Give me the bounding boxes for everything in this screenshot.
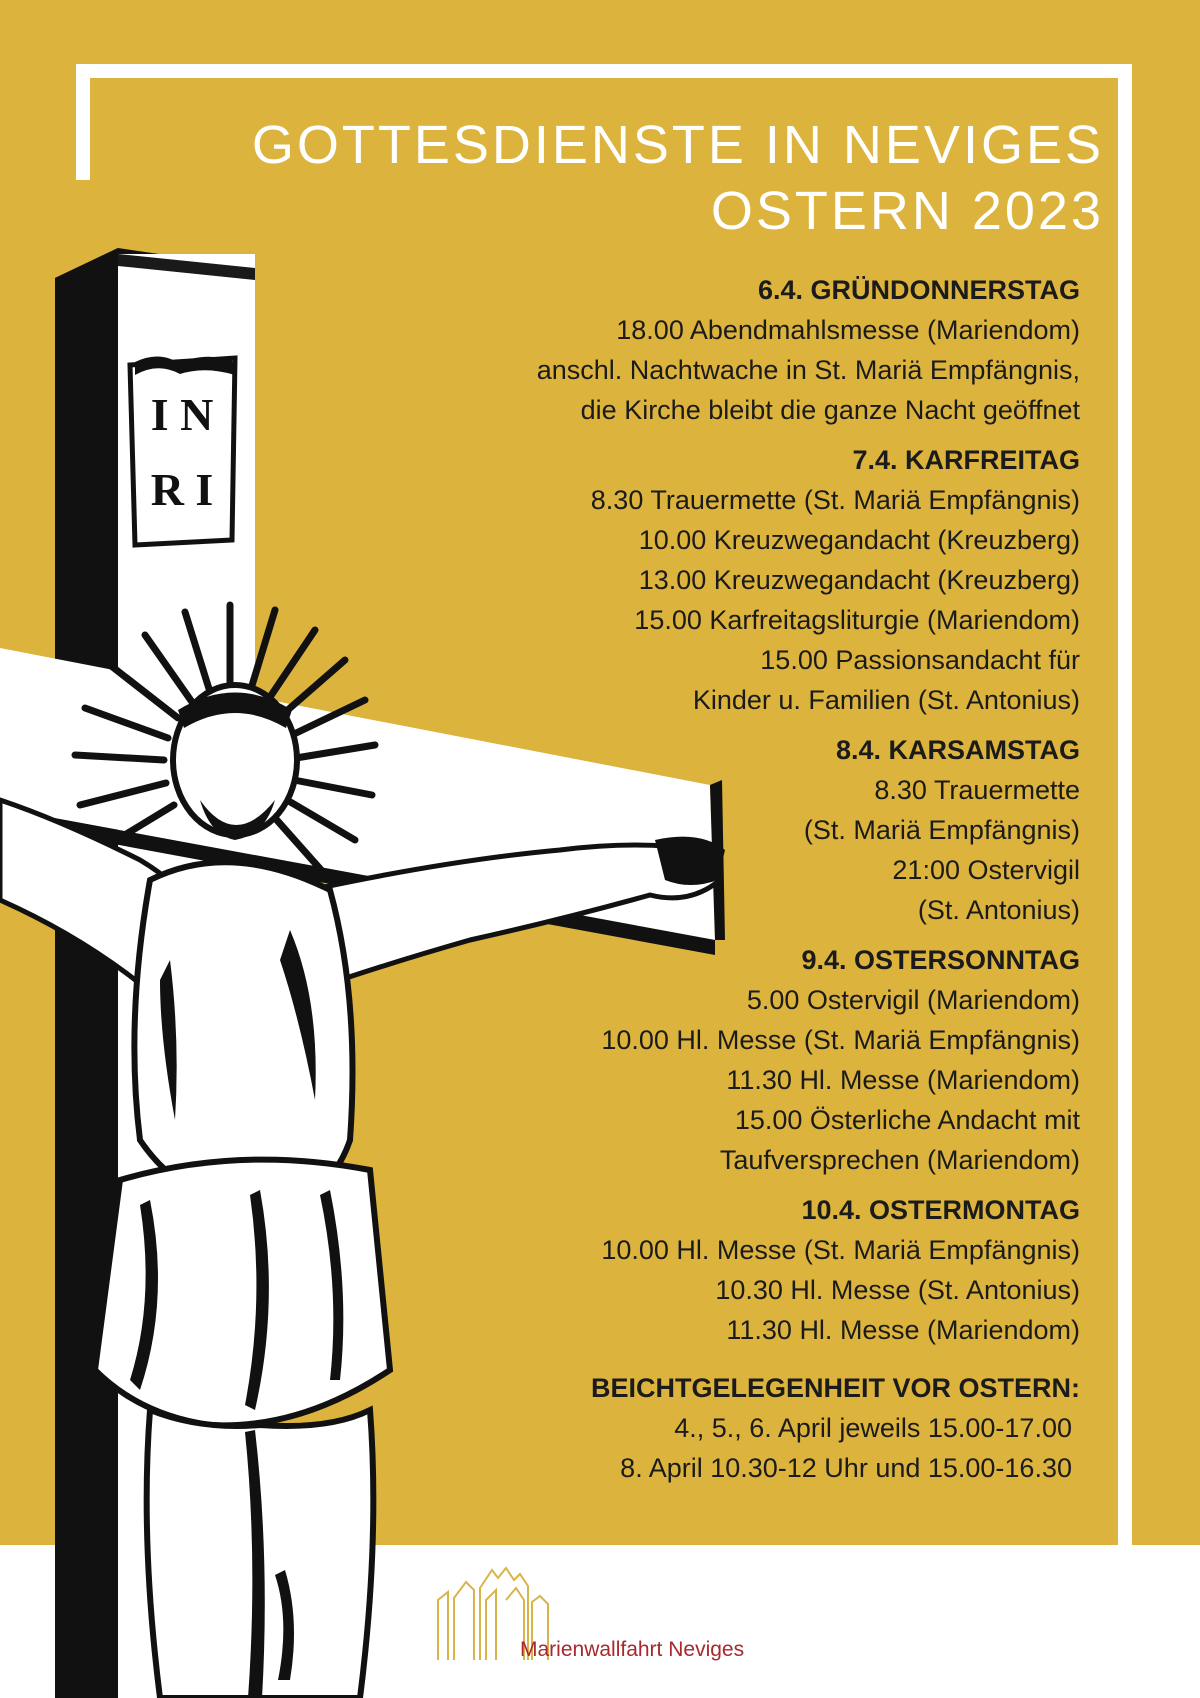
schedule-day xyxy=(380,1190,1080,1350)
schedule-day xyxy=(380,730,1080,930)
day-heading: 10.4. OSTERMONTAG xyxy=(801,1195,1080,1225)
day-heading: 6.4. GRÜNDONNERSTAG xyxy=(757,275,1080,305)
logo-text: Marienwallfahrt Neviges xyxy=(520,1638,745,1661)
service-line: (St. Mariä Empfängnis) xyxy=(803,815,1080,845)
inri-sign xyxy=(130,356,235,545)
confession-heading: BEICHTGELEGENHEIT VOR OSTERN: xyxy=(590,1373,1080,1403)
service-line: 15.00 Österliche Andacht mit xyxy=(734,1105,1080,1135)
cross-vertical-beam-side xyxy=(55,248,118,1698)
day-heading: 7.4. KARFREITAG xyxy=(852,445,1080,475)
service-line: Taufversprechen (Mariendom) xyxy=(719,1145,1080,1175)
service-line: die Kirche bleibt die ganze Nacht geöffnet xyxy=(580,395,1080,425)
title-line-1: GOTTESDIENSTE IN NEVIGES xyxy=(251,115,1104,175)
schedule-day xyxy=(380,940,1080,1180)
service-line: 21:00 Ostervigil xyxy=(892,855,1080,885)
service-line: 18.00 Abendmahlsmesse (Mariendom) xyxy=(616,315,1080,345)
service-line: 11.30 Hl. Messe (Mariendom) xyxy=(726,1315,1080,1345)
service-line: 8.30 Trauermette (St. Mariä Empfängnis) xyxy=(590,485,1080,515)
service-line: 10.30 Hl. Messe (St. Antonius) xyxy=(715,1275,1080,1305)
service-line: 10.00 Hl. Messe (St. Mariä Empfängnis) xyxy=(601,1235,1080,1265)
inri-sign-text-bottom: R I xyxy=(150,464,214,515)
service-line: 10.00 Hl. Messe (St. Mariä Empfängnis) xyxy=(601,1025,1080,1055)
frame-right-bar xyxy=(1118,64,1132,1545)
confession-line: 8. April 10.30-12 Uhr und 15.00-16.30 xyxy=(620,1453,1072,1483)
confession-line: 4., 5., 6. April jeweils 15.00-17.00 xyxy=(674,1413,1072,1443)
service-line: 15.00 Passionsandacht für xyxy=(760,645,1080,675)
service-line: 10.00 Kreuzwegandacht (Kreuzberg) xyxy=(638,525,1080,555)
service-line: 11.30 Hl. Messe (Mariendom) xyxy=(726,1065,1080,1095)
schedule xyxy=(380,270,1080,1498)
inri-sign-text-top: I N xyxy=(150,389,214,440)
frame-top-bar xyxy=(76,64,1132,78)
day-heading: 9.4. OSTERSONNTAG xyxy=(801,945,1080,975)
title-line-2: OSTERN 2023 xyxy=(710,181,1104,241)
schedule-day xyxy=(380,270,1080,430)
poster-title xyxy=(0,112,1104,244)
service-line: (St. Antonius) xyxy=(917,895,1080,925)
service-line: 13.00 Kreuzwegandacht (Kreuzberg) xyxy=(638,565,1080,595)
service-line: 8.30 Trauermette xyxy=(874,775,1080,805)
schedule-day xyxy=(380,440,1080,720)
service-line: anschl. Nachtwache in St. Mariä Empfängnis, xyxy=(536,355,1080,385)
day-heading: 8.4. KARSAMSTAG xyxy=(835,735,1080,765)
service-line: 15.00 Karfreitagsliturgie (Mariendom) xyxy=(634,605,1080,635)
service-line: Kinder u. Familien (St. Antonius) xyxy=(692,685,1080,715)
service-line: 5.00 Ostervigil (Mariendom) xyxy=(746,985,1080,1015)
confession-info xyxy=(380,1368,1080,1488)
church-outline-icon xyxy=(436,1560,776,1680)
